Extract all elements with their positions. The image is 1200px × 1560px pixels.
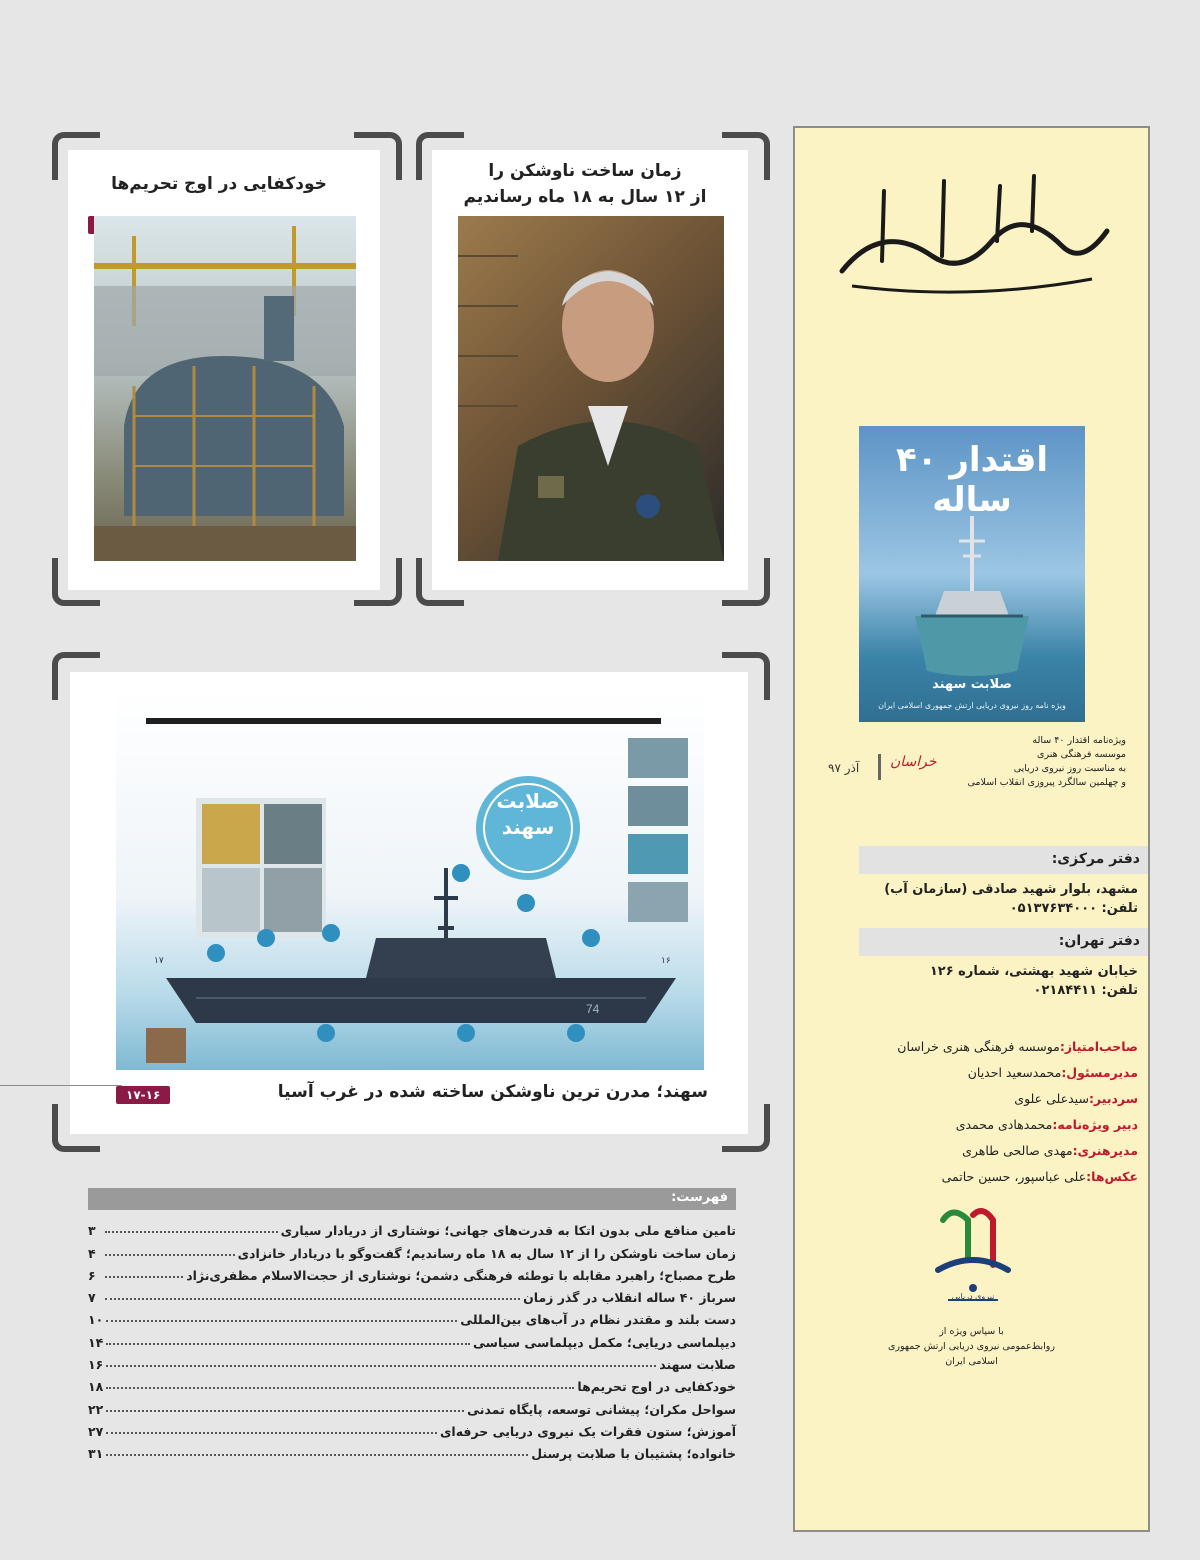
toc-leader: [106, 1387, 574, 1389]
submarine-drydock-icon: [94, 216, 356, 561]
sahand-badge-line: صلابت: [496, 789, 560, 813]
staff-credits: [808, 1038, 1138, 1194]
article-card-submarine[interactable]: [68, 150, 380, 590]
central-office-details: [884, 880, 1138, 918]
toc-item[interactable]: [88, 1261, 736, 1283]
tehran-office-title: دفتر تهران:: [859, 928, 1148, 956]
sahand-badge: [478, 788, 578, 840]
credit-photos: [808, 1168, 1138, 1194]
toc-item[interactable]: [88, 1350, 736, 1372]
credit-special-editor: [808, 1116, 1138, 1142]
sahand-badge-line: سهند: [501, 815, 555, 839]
central-office-phone: تلفن: ۰۵۱۳۷۶۳۴۰۰۰: [1009, 901, 1138, 916]
frame-corner: [722, 132, 770, 180]
issue-info: [826, 734, 1126, 798]
page-badge: ۱۷-۱۶: [116, 1086, 170, 1104]
issue-line: و چهلمین سالگرد پیروزی انقلاب اسلامی: [967, 777, 1126, 788]
credit-name: محمدسعید احدیان: [967, 1065, 1062, 1080]
spread-page-number: ۱۷: [154, 956, 164, 966]
toc-item-title: طرح مصباح؛ راهبرد مقابله با توطئه فرهنگی دشمن؛ نوشتاری از حجت‌الاسلام مظفری‌نژاد: [186, 1267, 736, 1283]
credit-role: مدیرهنری:: [1072, 1143, 1138, 1158]
toc-item-title: خانواده؛ پشتیبان با صلابت پرسنل: [531, 1446, 736, 1462]
toc-leader: [106, 1365, 656, 1367]
toc-item-page: ۳۱: [88, 1446, 104, 1462]
destroyer-infographic-icon: [116, 688, 704, 1070]
toc-item-page: ۴: [88, 1245, 96, 1261]
credit-role: مدیرمسئول:: [1061, 1065, 1138, 1080]
article-card-commander[interactable]: [432, 150, 748, 590]
frame-corner: [354, 132, 402, 180]
credit-name: سیدعلی علوی: [1014, 1091, 1089, 1106]
credit-name: علی عباسپور، حسین حاتمی: [941, 1169, 1087, 1184]
submarine-headline: خودکفایی در اوج تحریم‌ها: [111, 174, 327, 194]
toc-leader: [106, 1343, 470, 1345]
toc-item-page: ۱۶: [88, 1357, 104, 1373]
publisher-logo: خراسان: [890, 754, 937, 770]
toc-item-title: آموزش؛ ستون فقرات یک نیروی دریایی حرفه‌ای: [439, 1423, 736, 1439]
toc-leader: [106, 1432, 437, 1434]
thanks-note: [835, 1324, 1108, 1369]
thanks-line: با سپاس ویژه از: [939, 1326, 1004, 1337]
credit-role: عکس‌ها:: [1086, 1169, 1138, 1184]
credit-name: محمدهادی محمدی: [955, 1117, 1053, 1132]
cover-subtitle: صلابت سهند: [932, 677, 1012, 692]
toc-item[interactable]: [88, 1238, 736, 1260]
toc-item-title: تامین منافع ملی بدون اتکا به قدرت‌های جهانی؛ نوشتاری از دریادار سیاری: [280, 1223, 736, 1239]
credit-owner: [808, 1038, 1138, 1064]
sahand-headline: سهند؛ مدرن ترین ناوشکن ساخته شده در غرب آسیا: [277, 1082, 708, 1102]
headline-line: زمان ساخت ناوشکن را: [488, 161, 682, 181]
toc-leader: [105, 1231, 278, 1233]
credit-editor-in-chief: [808, 1090, 1138, 1116]
toc-item-page: ۲۷: [88, 1423, 104, 1439]
frame-corner: [354, 558, 402, 606]
frame-corner: [52, 1104, 100, 1152]
toc-item-page: ۳: [88, 1223, 96, 1239]
toc-item-page: ۱۰: [88, 1312, 104, 1328]
navy-logo-text: نیروی دریایی: [951, 1292, 995, 1301]
toc-item-page: ۱۴: [88, 1334, 104, 1350]
issue-description: [940, 734, 1126, 790]
toc-item[interactable]: [88, 1216, 736, 1238]
toc-leader: [105, 1298, 520, 1300]
toc-item-page: ۷: [88, 1290, 96, 1306]
toc-leader: [106, 1410, 464, 1412]
frame-corner: [722, 558, 770, 606]
tehran-office-phone: تلفن: ۰۲۱۸۴۴۱۱: [1033, 983, 1138, 998]
divider-line: [0, 1085, 122, 1086]
basmala-text: بسم الله الرحمن الرحیم: [966, 296, 977, 297]
toc-item[interactable]: [88, 1327, 736, 1349]
cover-title: اقتدار ۴۰ ساله: [895, 440, 1048, 520]
frame-corner: [722, 652, 770, 700]
credit-director: [808, 1064, 1138, 1090]
sahand-spread-photo: [116, 688, 704, 1070]
toc-item-title: سواحل مکران؛ پیشانی توسعه، پایگاه تمدنی: [467, 1401, 736, 1417]
toc-item[interactable]: [88, 1439, 736, 1461]
toc-item[interactable]: [88, 1305, 736, 1327]
hull-number: 74: [586, 1002, 600, 1016]
toc-item[interactable]: [88, 1372, 736, 1394]
frame-corner: [722, 1104, 770, 1152]
tehran-office-details: [930, 962, 1138, 1000]
toc-item-page: ۶: [88, 1267, 96, 1283]
issue-line: به مناسبت روز نیروی دریایی: [1013, 763, 1126, 774]
credit-role: دبیر ویژه‌نامه:: [1052, 1117, 1138, 1132]
table-of-contents: [88, 1216, 736, 1461]
toc-leader: [105, 1254, 235, 1256]
frame-corner: [416, 558, 464, 606]
toc-leader: [106, 1320, 457, 1322]
issue-line: ویژه‌نامه اقتدار ۴۰ ساله: [1032, 735, 1126, 746]
toc-item-title: دست بلند و مقتدر نظام در آب‌های بین‌المللی: [460, 1312, 736, 1328]
submarine-photo: [94, 216, 356, 561]
basmala-calligraphy: [813, 156, 1130, 306]
thanks-line: اسلامی ایران: [945, 1356, 998, 1367]
toc-item-title: زمان ساخت ناوشکن را از ۱۲ سال به ۱۸ ماه رساندیم؛ گفت‌وگو با دریادار خانزادی: [237, 1245, 736, 1261]
thanks-line: روابط‌عمومی نیروی دریایی ارتش جمهوری: [888, 1341, 1055, 1352]
credit-role: صاحب‌امتیاز:: [1059, 1039, 1138, 1054]
calligraphy-graphic: [822, 161, 1122, 301]
credit-role: سردبیر:: [1088, 1091, 1138, 1106]
article-card-sahand[interactable]: [70, 672, 748, 1134]
toc-item-title: صلابت سهند: [659, 1357, 736, 1373]
central-office-title: دفتر مرکزی:: [859, 846, 1148, 874]
credit-name: موسسه فرهنگی هنری خراسان: [897, 1039, 1060, 1054]
toc-leader: [106, 1454, 528, 1456]
issue-date: آذر ۹۷: [828, 761, 860, 775]
warship-icon: [859, 496, 1085, 686]
credit-name: مهدی صالحی طاهری: [962, 1143, 1073, 1158]
headline-line: از ۱۲ سال به ۱۸ ماه رساندیم: [463, 187, 707, 207]
credit-art-director: [808, 1142, 1138, 1168]
toc-item-page: ۱۸: [88, 1379, 104, 1395]
toc-item-title: خودکفایی در اوج تحریم‌ها: [577, 1379, 736, 1395]
frame-corner: [416, 132, 464, 180]
toc-item-page: ۲۲: [88, 1401, 104, 1417]
frame-corner: [52, 652, 100, 700]
frame-corner: [52, 132, 100, 180]
officer-portrait-icon: [458, 216, 724, 561]
toc-item[interactable]: [88, 1417, 736, 1439]
tehran-office-address: خیابان شهید بهشتی، شماره ۱۲۶: [929, 964, 1138, 979]
magazine-cover[interactable]: [859, 426, 1085, 722]
toc-item-title: سرباز ۴۰ ساله انقلاب در گذر زمان: [523, 1290, 736, 1306]
issue-line: موسسه فرهنگی هنری: [1037, 749, 1126, 760]
toc-item[interactable]: [88, 1283, 736, 1305]
frame-corner: [52, 558, 100, 606]
toc-item-title: دیپلماسی دریایی؛ مکمل دیپلماسی سیاسی: [473, 1334, 736, 1350]
toc-item[interactable]: [88, 1394, 736, 1416]
spread-page-number: ۱۶: [661, 956, 671, 966]
commander-headline: [442, 158, 728, 210]
navy-logo: [923, 1200, 1023, 1310]
cover-tagline: ویژه نامه روز نیروی دریایی ارتش جمهوری اسلامی ایران: [878, 701, 1066, 710]
central-office-address: مشهد، بلوار شهید صادقی (سازمان آب): [884, 882, 1138, 897]
toc-leader: [105, 1276, 183, 1278]
issue-divider: [878, 754, 881, 780]
toc-title: فهرست:: [88, 1188, 736, 1210]
masthead-sidebar: [793, 126, 1150, 1532]
commander-photo: [458, 216, 724, 561]
